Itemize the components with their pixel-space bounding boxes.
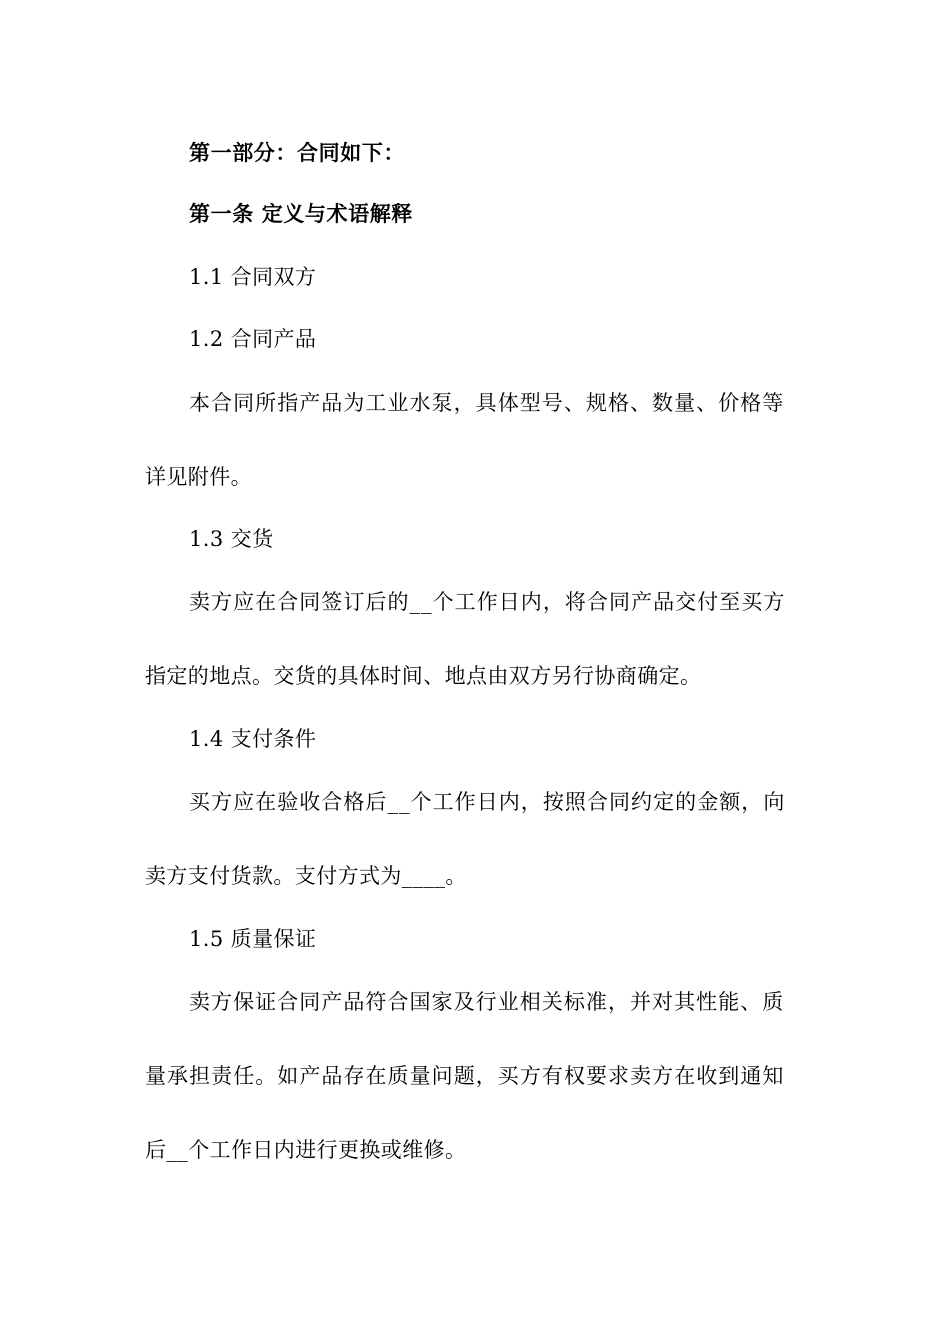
section-1-3-paragraph-line: 指定的地点。交货的具体时间、地点由双方另行协商确定。 — [145, 664, 702, 688]
section-1-5-paragraph-line: 卖方保证合同产品符合国家及行业相关标准，并对其性能、质 — [189, 990, 785, 1014]
section-1-4-paragraph-line: 卖方支付货款。支付方式为____。 — [145, 864, 467, 888]
section-1-2-paragraph-line: 本合同所指产品为工业水泵，具体型号、规格、数量、价格等 — [189, 391, 785, 415]
section-1-5-heading: 1.5 质量保证 — [189, 927, 317, 951]
part-heading: 第一部分：合同如下： — [189, 141, 405, 165]
section-1-5-paragraph-line: 后__个工作日内进行更换或维修。 — [145, 1138, 467, 1162]
section-1-3-paragraph-line: 卖方应在合同签订后的__个工作日内，将合同产品交付至买方 — [189, 590, 786, 614]
section-1-4-heading: 1.4 支付条件 — [189, 727, 317, 751]
section-1-5-paragraph-line: 量承担责任。如产品存在质量问题，买方有权要求卖方在收到通知 — [145, 1064, 785, 1088]
article-heading: 第一条 定义与术语解释 — [189, 202, 413, 226]
section-1-2-paragraph-line: 详见附件。 — [145, 465, 252, 489]
section-1-2-heading: 1.2 合同产品 — [189, 327, 317, 351]
section-1-3-heading: 1.3 交货 — [189, 527, 274, 551]
section-1-4-paragraph-line: 买方应在验收合格后__个工作日内，按照合同约定的金额，向 — [189, 790, 786, 814]
section-1-1-heading: 1.1 合同双方 — [189, 265, 317, 289]
